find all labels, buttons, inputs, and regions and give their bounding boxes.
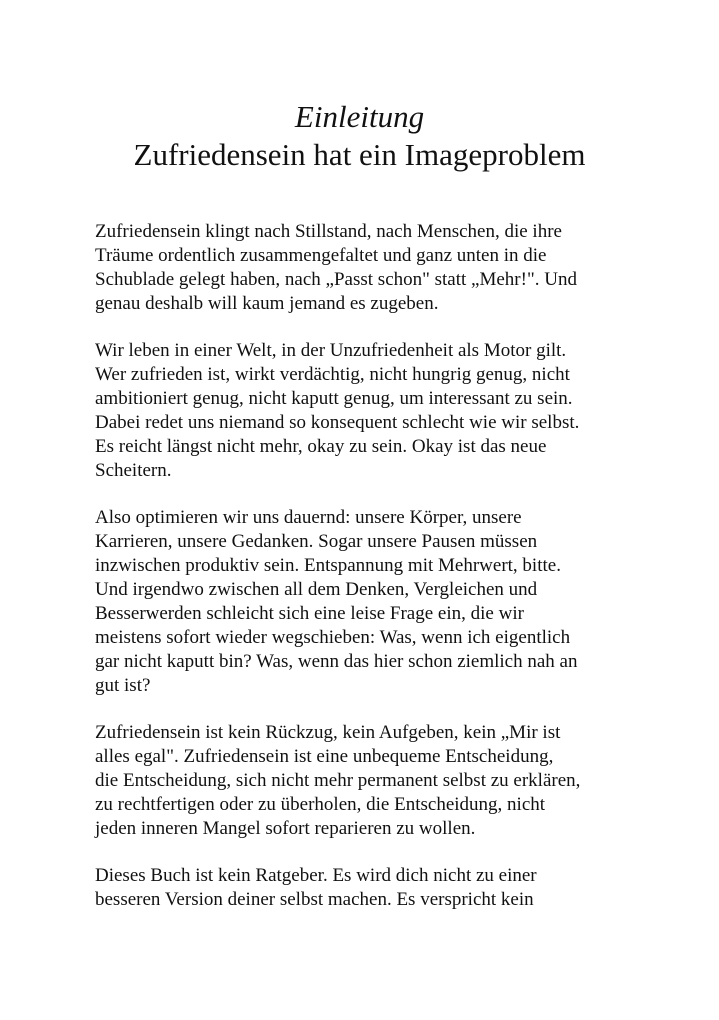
text-line: Dieses Buch ist kein Ratgeber. Es wird dich nicht zu einer xyxy=(95,865,537,886)
text-line: inzwischen produktiv sein. Entspannung mit Mehrwert, bitte. xyxy=(95,555,561,576)
text-line: alles egal". Zufriedensein ist eine unbequeme Entscheidung, xyxy=(95,746,554,767)
chapter-heading xyxy=(0,98,719,174)
paragraph-4 xyxy=(95,721,685,841)
text-line: Wir leben in einer Welt, in der Unzufriedenheit als Motor gilt. xyxy=(95,340,567,361)
body-text xyxy=(95,220,685,935)
text-line: gut ist? xyxy=(95,675,151,696)
text-line: Träume ordentlich zusammengefaltet und ganz unten in die xyxy=(95,245,547,266)
text-line: besseren Version deiner selbst machen. Es verspricht kein xyxy=(95,889,534,910)
text-line: Scheitern. xyxy=(95,460,172,481)
text-line: Es reicht längst nicht mehr, okay zu sein. Okay ist das neue xyxy=(95,436,547,457)
text-line: Karrieren, unsere Gedanken. Sogar unsere Pausen müssen xyxy=(95,531,538,552)
paragraph-1 xyxy=(95,220,685,316)
text-line: Zufriedensein ist kein Rückzug, kein Aufgeben, kein „Mir ist xyxy=(95,722,561,743)
text-line: Und irgendwo zwischen all dem Denken, Vergleichen und xyxy=(95,579,538,600)
text-line: jeden inneren Mangel sofort reparieren zu wollen. xyxy=(95,818,476,839)
paragraph-5 xyxy=(95,864,685,912)
paragraph-2 xyxy=(95,339,685,483)
text-line: Besserwerden schleicht sich eine leise Frage ein, die wir xyxy=(95,603,524,624)
text-line: gar nicht kaputt bin? Was, wenn das hier schon ziemlich nah an xyxy=(95,651,578,672)
chapter-title: Zufriedensein hat ein Imageproblem xyxy=(133,137,586,172)
text-line: meistens sofort wieder wegschieben: Was, wenn ich eigentlich xyxy=(95,627,571,648)
text-line: zu rechtfertigen oder zu überholen, die Entscheidung, nicht xyxy=(95,794,546,815)
text-line: genau deshalb will kaum jemand es zugeben. xyxy=(95,293,439,314)
text-line: Dabei redet uns niemand so konsequent schlecht wie wir selbst. xyxy=(95,412,580,433)
paragraph-3 xyxy=(95,506,685,698)
text-line: Schublade gelegt haben, nach „Passt schon" statt „Mehr!". Und xyxy=(95,269,577,290)
text-line: Also optimieren wir uns dauernd: unsere Körper, unsere xyxy=(95,507,522,528)
text-line: ambitioniert genug, nicht kaputt genug, um interessant zu sein. xyxy=(95,388,573,409)
text-line: Zufriedensein klingt nach Stillstand, nach Menschen, die ihre xyxy=(95,221,562,242)
text-line: die Entscheidung, sich nicht mehr permanent selbst zu erklären, xyxy=(95,770,581,791)
chapter-label: Einleitung xyxy=(294,99,425,134)
text-line: Wer zufrieden ist, wirkt verdächtig, nicht hungrig genug, nicht xyxy=(95,364,570,385)
